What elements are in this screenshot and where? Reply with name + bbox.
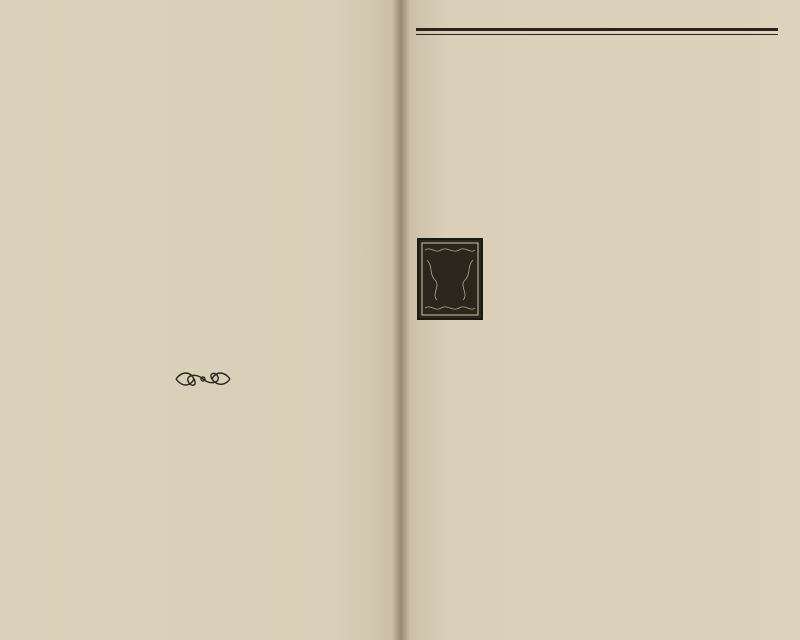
book-gutter [392, 0, 410, 640]
flourish-ornament-icon [172, 367, 234, 391]
top-rule-thin [416, 34, 778, 35]
dropcap-art [419, 240, 481, 318]
top-rule-thick [416, 28, 778, 31]
illuminated-initial-icon [417, 238, 483, 320]
